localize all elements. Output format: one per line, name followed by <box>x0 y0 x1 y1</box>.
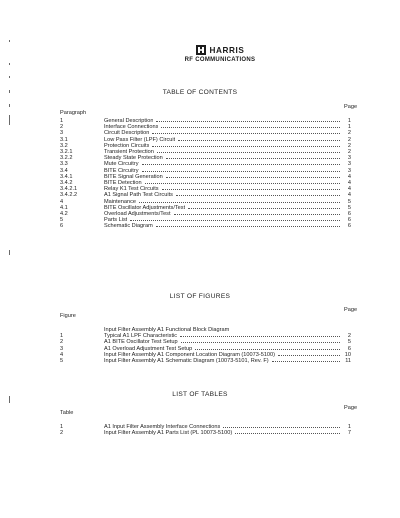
dot-leader <box>188 208 340 209</box>
dot-leader <box>142 164 341 165</box>
entry-page: 2 <box>347 142 351 149</box>
entry-page: 6 <box>347 345 351 352</box>
entry-page: 5 <box>347 198 351 205</box>
entry-number: 4.2 <box>60 211 68 218</box>
dot-leader <box>157 152 340 153</box>
margin-mark <box>9 250 10 255</box>
tables-list <box>60 424 351 436</box>
entry-title: Maintenance <box>104 198 137 205</box>
entry-page: 10 <box>344 351 351 358</box>
entry-page: 4 <box>347 180 351 187</box>
entry-page: 2 <box>347 136 351 143</box>
toc-list <box>60 118 351 230</box>
dot-leader <box>278 355 340 356</box>
entry-number: 4.1 <box>60 204 68 211</box>
entry-title: Input Filter Assembly A1 Parts List (PL 10073-5100) <box>104 430 233 437</box>
entry-page: 4 <box>347 186 351 193</box>
figures-list <box>60 327 351 364</box>
dot-leader <box>272 361 340 362</box>
brand-name: HARRIS <box>209 45 245 55</box>
entry-number: 6 <box>60 223 64 230</box>
entry-number: 3.3 <box>60 161 68 168</box>
margin-mark <box>9 115 10 125</box>
entry-page: 5 <box>347 204 351 211</box>
entry-title: BITE Circuitry <box>104 167 139 174</box>
entry-number: 3.4.2.2 <box>60 192 78 199</box>
figure-row <box>60 358 351 364</box>
entry-page: 1 <box>347 118 351 124</box>
toc-col-paragraph: Paragraph <box>60 110 87 116</box>
entry-title: Overload Adjustments/Test <box>104 211 171 218</box>
entry-page: 6 <box>347 217 351 224</box>
dot-leader <box>152 133 340 134</box>
entry-page: 2 <box>347 149 351 156</box>
toc-title: TABLE OF CONTENTS <box>162 89 238 96</box>
entry-number: 3.2.2 <box>60 155 73 162</box>
entry-title: BITE Signal Generation <box>104 173 163 180</box>
dot-leader <box>166 177 340 178</box>
dot-leader <box>156 121 340 122</box>
entry-title: A1 BITE Oscillator Test Setup <box>104 339 178 346</box>
entry-title: Schematic Diagram <box>104 223 153 230</box>
entry-page: 11 <box>345 358 351 365</box>
entry-page: 4 <box>347 192 351 199</box>
dot-leader <box>162 189 340 190</box>
margin-mark <box>9 63 10 65</box>
entry-page: 2 <box>347 130 351 137</box>
entry-number: 1 <box>60 118 64 124</box>
entry-title: Mute Circuitry <box>104 161 139 168</box>
entry-title: Input Filter Assembly A1 Component Location Diagram (10073-5100) <box>104 351 276 358</box>
entry-title: A1 Signal Path Test Circuits <box>104 192 173 199</box>
dot-leader <box>181 342 340 343</box>
entry-number: 3.4.1 <box>60 173 73 180</box>
figures-title: LIST OF FIGURES <box>169 293 231 300</box>
margin-mark <box>9 40 10 42</box>
entry-title: Protection Circuits <box>104 142 150 149</box>
entry-page: 3 <box>347 167 351 174</box>
entry-page: 2 <box>347 333 351 340</box>
entry-page: 6 <box>347 223 351 230</box>
margin-mark <box>9 104 10 107</box>
entry-number: 4 <box>60 198 64 205</box>
entry-number: 3.4.2 <box>60 180 73 187</box>
entry-number: 5 <box>60 217 64 224</box>
entry-number: 2 <box>60 430 64 437</box>
figures-col-page: Page <box>344 307 358 313</box>
dot-leader <box>139 202 340 203</box>
entry-title: BITE Oscillator Adjustments/Test <box>104 204 186 211</box>
entry-title: A1 Overload Adjustment Test Setup <box>104 345 193 352</box>
tables-col-table: Table <box>60 410 74 416</box>
entry-title: Typical A1 LPF Characteristic <box>104 333 178 340</box>
entry-number: 1 <box>60 424 64 430</box>
entry-title: Circuit Description <box>104 130 150 137</box>
dot-leader <box>195 349 340 350</box>
dot-leader <box>235 433 340 434</box>
entry-title: Relay K1 Test Circuits <box>104 186 159 193</box>
entry-number: 2 <box>60 339 64 346</box>
entry-number: 3.2 <box>60 142 68 149</box>
entry-title: A1 Input Filter Assembly Interface Connections <box>104 424 221 430</box>
entry-title: Transient Protection <box>104 149 154 156</box>
entry-number: 4 <box>60 351 64 358</box>
dot-leader <box>130 220 340 221</box>
tables-title: LIST OF TABLES <box>172 391 228 398</box>
entry-page: 1 <box>347 124 351 131</box>
dot-leader <box>176 195 340 196</box>
letterhead <box>150 45 290 63</box>
entry-number: 3.1 <box>60 136 68 143</box>
entry-page: 4 <box>347 173 351 180</box>
entry-title: Low Pass Filter (LPF) Circuit <box>104 136 176 143</box>
entry-number: 3.4.2.1 <box>60 186 78 193</box>
entry-page: 6 <box>347 211 351 218</box>
dot-leader <box>142 171 341 172</box>
dot-leader <box>223 427 340 428</box>
dot-leader <box>156 226 340 227</box>
entry-number: 3.2.1 <box>60 149 73 156</box>
entry-title: Input Filter Assembly A1 Functional Block Diagram <box>104 327 230 333</box>
toc-col-page: Page <box>344 104 358 110</box>
dot-leader <box>145 183 340 184</box>
dot-leader <box>178 140 340 141</box>
harris-logo-icon <box>196 45 206 55</box>
entry-title: Steady State Protection <box>104 155 163 162</box>
entry-page: 5 <box>347 339 351 346</box>
entry-number: 3 <box>60 130 64 137</box>
entry-number: 3 <box>60 345 64 352</box>
entry-number: 3.4 <box>60 167 68 174</box>
entry-title: Input Filter Assembly A1 Schematic Diagram (10073-5101, Rev. F) <box>104 358 269 365</box>
dot-leader <box>166 158 340 159</box>
entry-page: 3 <box>347 161 351 168</box>
entry-number: 2 <box>60 124 64 131</box>
dot-leader <box>174 214 340 215</box>
dot-leader <box>161 127 340 128</box>
dot-leader <box>180 336 340 337</box>
entry-number: 5 <box>60 358 64 365</box>
entry-title: BITE Detection <box>104 180 142 187</box>
entry-title: Parts List <box>104 217 128 224</box>
dot-leader <box>152 146 340 147</box>
entry-title: Interface Connections <box>104 124 159 131</box>
entry-page: 7 <box>347 430 351 437</box>
toc-row <box>60 223 351 229</box>
tables-col-page: Page <box>344 405 358 411</box>
figures-col-figure: Figure <box>60 313 76 319</box>
entry-title: General Description <box>104 118 154 124</box>
entry-page: 1 <box>347 424 351 430</box>
margin-mark <box>9 76 10 78</box>
table-row <box>60 430 351 436</box>
division-name: RF COMMUNICATIONS <box>184 57 256 63</box>
entry-number: 1 <box>60 333 64 340</box>
entry-page: 3 <box>347 155 351 162</box>
